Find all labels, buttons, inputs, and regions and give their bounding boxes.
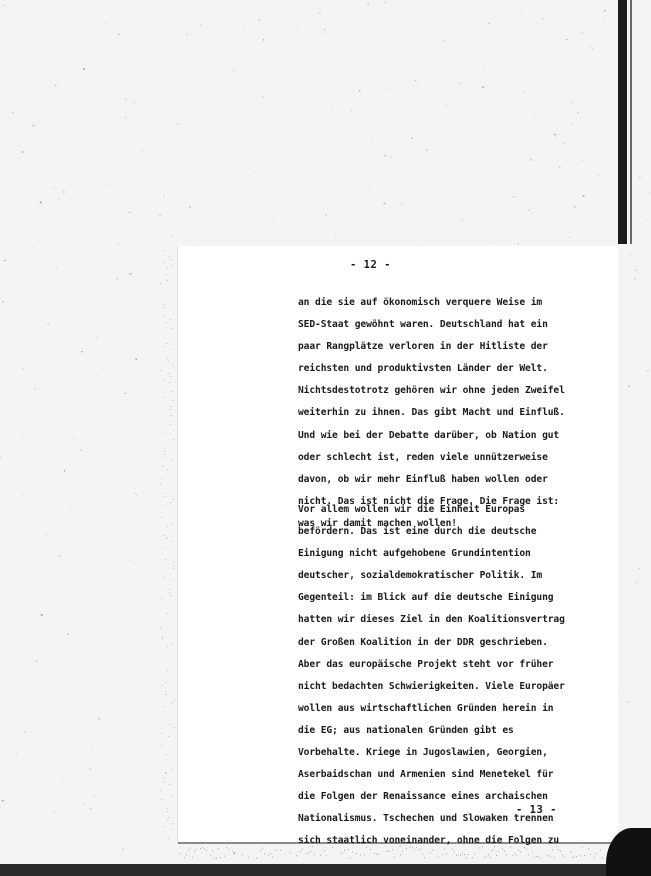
text-line: weiterhin zu ihnen. Das gibt Macht und Einfluß. <box>298 407 565 419</box>
text-line: Vor allem wollen wir die Einheit Europas <box>298 504 526 515</box>
text-line: befördern. Das ist eine durch die deutsche <box>298 526 537 538</box>
text-line: Und wie bei der Debatte darüber, ob Nation gut <box>298 429 560 441</box>
page-number-top: - 12 - <box>350 259 391 271</box>
text-line: nicht bedachten Schwierigkeiten. Viele Europäer <box>298 680 565 692</box>
text-line: die Folgen der Renaissance eines archaischen <box>298 791 548 803</box>
page-number-bottom: - 13 - <box>516 804 557 816</box>
text-line: an die sie auf ökonomisch verquere Weise im <box>298 297 543 308</box>
text-line: paar Rangplätze verloren in der Hitliste der <box>298 341 548 353</box>
text-line: SED-Staat gewöhnt waren. Deutschland hat ein <box>298 319 548 331</box>
text-line: nicht. Das ist nicht die Frage. Die Frage ist: <box>298 495 560 507</box>
text-line: Vorbehalte. Kriege in Jugoslawien, Georgien, <box>298 747 548 759</box>
text-line: die EG; aus nationalen Gründen gibt es <box>298 724 514 736</box>
text-line: der Großen Koalition in der DDR geschrieben. <box>298 636 548 648</box>
paragraph-2 <box>298 499 598 853</box>
binding-edge-line <box>630 0 632 244</box>
text-line: Aber das europäische Projekt steht vor früher <box>298 658 554 670</box>
text-line: oder schlecht ist, reden viele unnützerweise <box>298 451 548 463</box>
text-line: Einigung nicht aufgehobene Grundintention <box>298 548 531 560</box>
text-line: davon, ob wir mehr Einfluß haben wollen oder <box>298 473 548 485</box>
text-line: Nichtsdestotrotz gehören wir ohne jeden Zweifel <box>298 385 565 397</box>
text-line: wollen aus wirtschaftlichen Gründen herein in <box>298 702 554 714</box>
text-line: sich staatlich voneinander, ohne die Folgen zu <box>298 835 560 847</box>
scan-bottom-shadow <box>0 864 651 876</box>
text-line: hatten wir dieses Ziel in den Koalitionsvertrag <box>298 614 565 626</box>
text-line: Aserbaidschan und Armenien sind Menetekel für <box>298 769 554 781</box>
text-line: reichsten und produktivsten Länder der Welt. <box>298 363 548 375</box>
text-line: Gegenteil: im Blick auf die deutsche Einigung <box>298 592 554 604</box>
text-line: was wir damit machen wollen! <box>298 517 457 529</box>
binding-edge <box>618 0 627 244</box>
text-line: deutscher, sozialdemokratischer Politik. Im <box>298 570 543 582</box>
text-line: Nationalismus. Tschechen und Slowaken trennen <box>298 813 554 825</box>
